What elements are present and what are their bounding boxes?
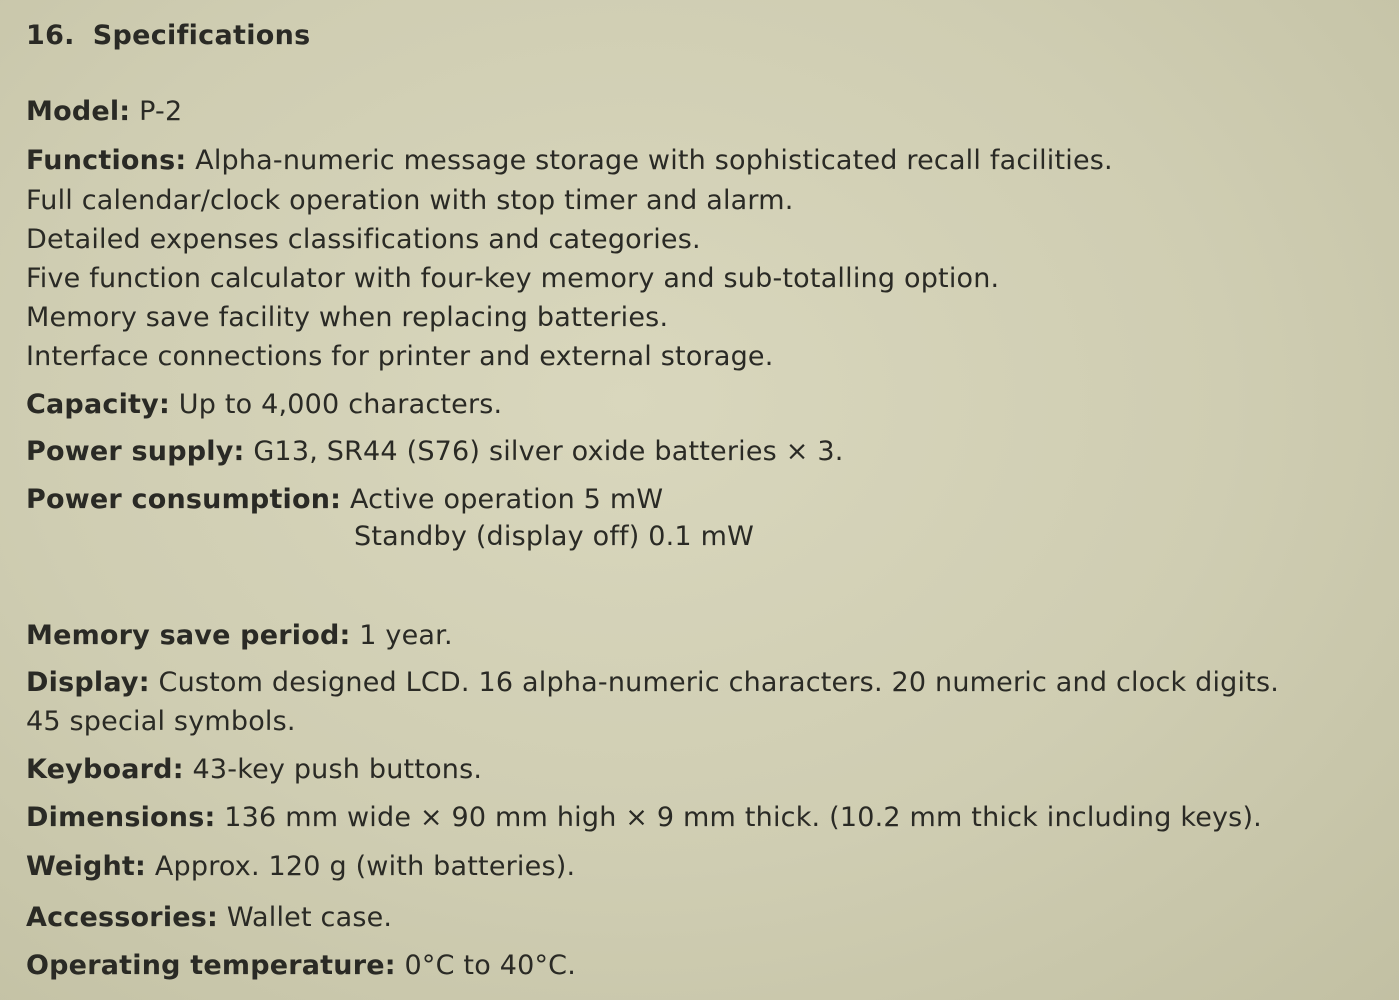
spec-value: G13, SR44 (S76) silver oxide batteries × 3. (253, 436, 844, 467)
spec-functions-line: Five function calculator with four-key memory and sub-totalling option. (26, 263, 1000, 294)
spec-label: Accessories: (26, 902, 219, 933)
spec-functions-line: Detailed expenses classifications and categories. (26, 224, 701, 255)
spec-label: Weight: (26, 851, 147, 882)
spec-display-line: 45 special symbols. (26, 706, 296, 737)
spec-model (26, 96, 182, 127)
spec-operating-temperature (26, 950, 576, 981)
spec-label: Dimensions: (26, 802, 216, 833)
spec-weight (26, 851, 575, 882)
spec-functions-line: Full calendar/clock operation with stop timer and alarm. (26, 185, 794, 216)
spec-capacity (26, 389, 502, 420)
spec-value: P-2 (139, 96, 183, 127)
spec-dimensions (26, 802, 1262, 833)
spec-value: 136 mm wide × 90 mm high × 9 mm thick. (10.2 mm thick including keys). (224, 802, 1262, 833)
spec-value: 0°C to 40°C. (404, 950, 577, 981)
spec-value: Approx. 120 g (with batteries). (154, 851, 576, 882)
spec-label: Memory save period: (26, 620, 351, 651)
spec-label: Power consumption: (26, 484, 342, 515)
spec-label: Functions: (26, 145, 187, 176)
spec-label: Capacity: (26, 389, 170, 420)
spec-value: Wallet case. (226, 902, 393, 933)
spec-value: 43-key push buttons. (192, 754, 483, 785)
spec-keyboard (26, 754, 482, 785)
spec-accessories (26, 902, 392, 933)
spec-functions (26, 145, 1113, 176)
spec-functions-line: Interface connections for printer and external storage. (26, 341, 774, 372)
spec-label: Keyboard: (26, 754, 184, 785)
spec-power-supply (26, 436, 843, 467)
spec-memory-save (26, 620, 453, 651)
section-heading (26, 20, 311, 51)
spec-power-consumption (26, 484, 663, 515)
spec-label: Operating temperature: (26, 950, 396, 981)
spec-value: Alpha-numeric message storage with sophisticated recall facilities. (195, 145, 1113, 176)
spec-label: Power supply: (26, 436, 245, 467)
section-title: Specifications (92, 20, 311, 51)
spec-value: 1 year. (359, 620, 453, 651)
section-number: 16. (26, 20, 75, 51)
spec-value: Up to 4,000 characters. (178, 389, 503, 420)
spec-display (26, 667, 1279, 698)
spec-label: Model: (26, 96, 131, 127)
spec-power-consumption-standby: Standby (display off) 0.1 mW (354, 521, 754, 552)
spec-label: Display: (26, 667, 150, 698)
spec-value: Custom designed LCD. 16 alpha-numeric characters. 20 numeric and clock digits. (158, 667, 1280, 698)
spec-value: Active operation 5 mW (349, 484, 664, 515)
spec-functions-line: Memory save facility when replacing batteries. (26, 302, 669, 333)
